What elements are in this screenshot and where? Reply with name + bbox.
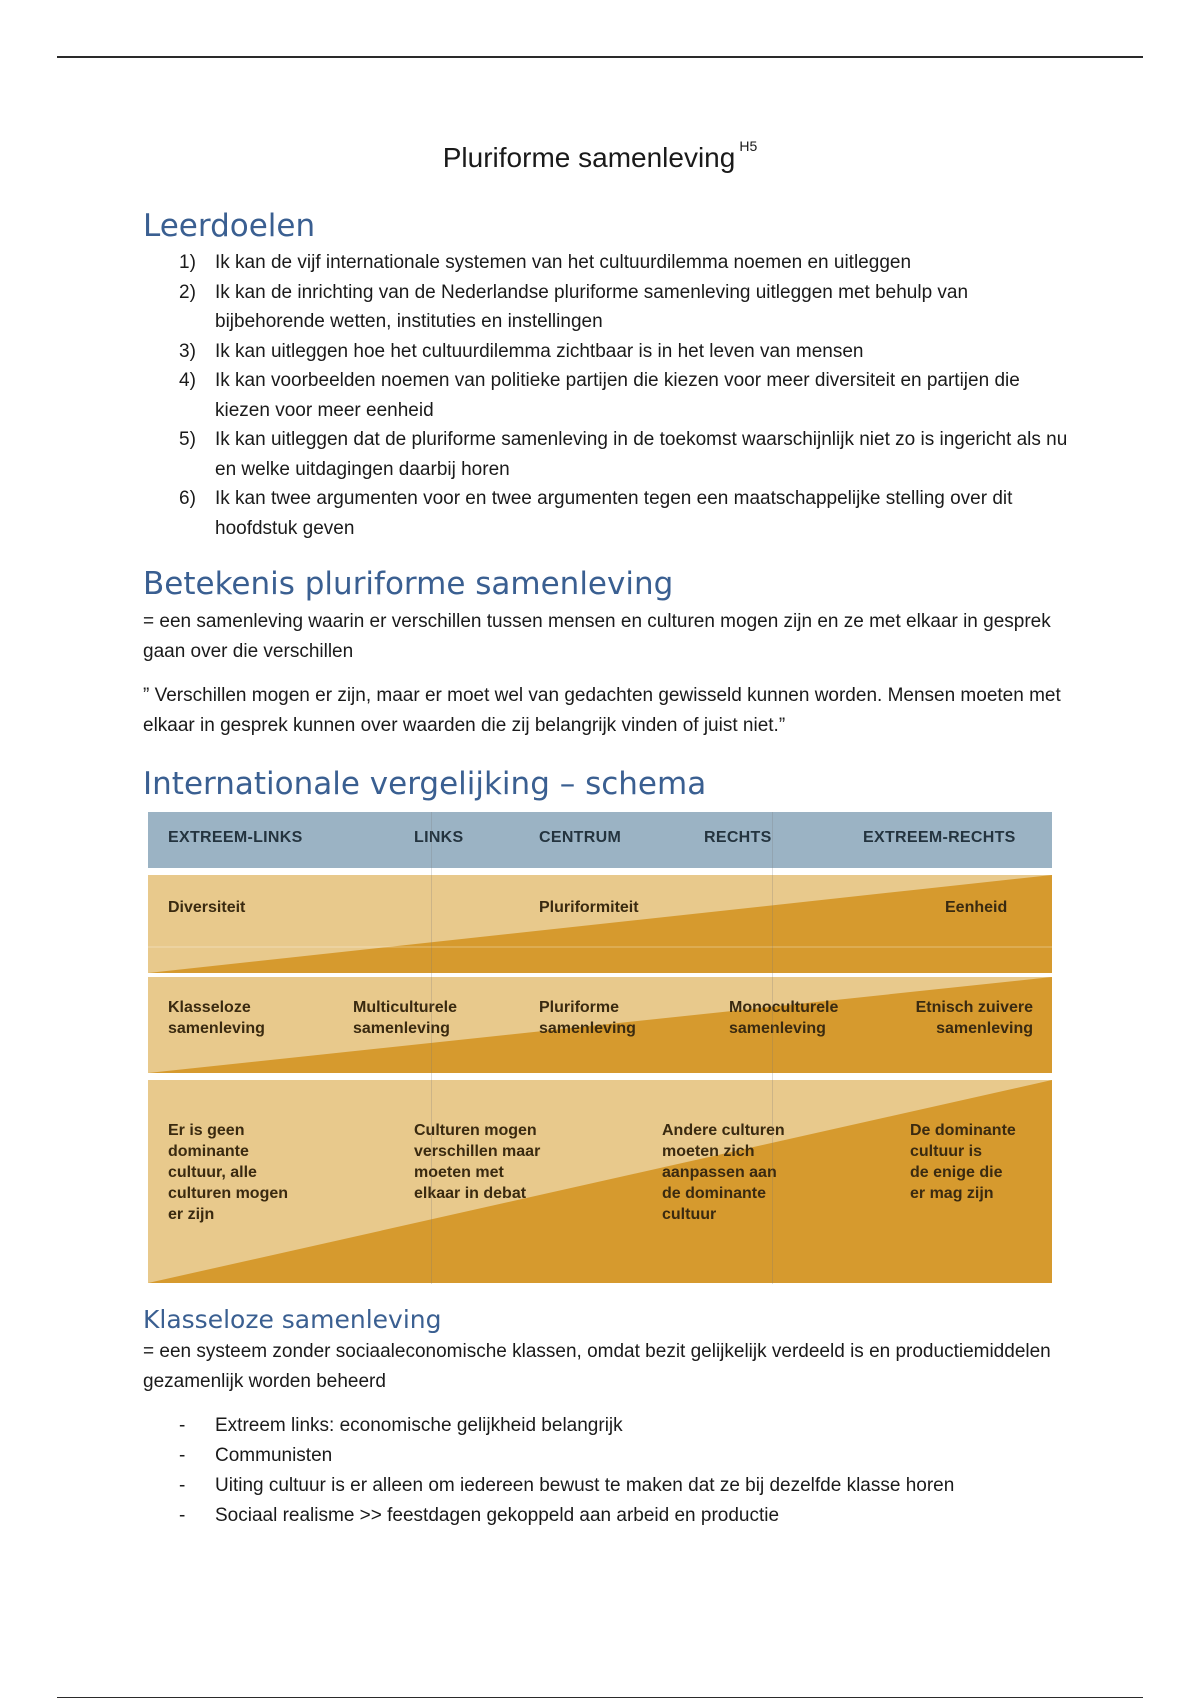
list-item: - Sociaal realisme >> feestdagen gekoppeld aan arbeid en productie [179,1505,780,1526]
grid-line [772,812,773,1284]
heading-klasseloze: Klasseloze samenleving [143,1305,442,1334]
quote: ” Verschillen mogen er zijn, maar er moet wel van gedachten gewisseld kunnen worden. Mensen moeten met elkaar in gesprek kunnen over waarden die zij belangrijk vinden of juist niet.” [143,685,1061,736]
list-item: 2) Ik kan de inrichting van de Nederlandse pluriforme samenleving uitleggen met behulp van bijbehorende wetten, instituties en instellingen [179,281,969,332]
list-item: - Communisten [179,1445,333,1466]
title-superscript: H5 [739,138,758,154]
label-pluriforme: Pluriforme samenleving [539,999,636,1037]
label-diversiteit: Diversiteit [168,899,246,916]
list-item: 3) Ik kan uitleggen hoe het cultuurdilemma zichtbaar is in het leven van mensen [179,340,864,362]
definition-klasseloze: = een systeem zonder sociaaleconomische klassen, omdat bezit gelijkelijk verdeeld is en productiemiddelen gezamenlijk worden beheerd [143,1341,1051,1392]
label-multiculturele: Multiculturele samenleving [353,999,458,1037]
label-klasseloze: Klasseloze samenleving [168,999,265,1037]
header-extreem-rechts: EXTREEM-RECHTS [863,829,1016,846]
definition-pluriform: = een samenleving waarin er verschillen tussen mensen en culturen mogen zijn en ze met elkaar in gesprek gaan over die verschillen [143,611,1051,662]
list-item: 5) Ik kan uitleggen dat de pluriforme samenleving in de toekomst waarschijnlijk niet zo is ingericht als nu en welke uitdagingen daarbij horen [179,429,1068,480]
label-monoculturele: Monoculturele samenleving [729,999,839,1037]
desc-etnisch-zuivere: De dominante cultuur is de enige die er mag zijn [910,1122,1016,1202]
band-samenlevingen [148,977,1052,1073]
heading-vergelijking: Internationale vergelijking – schema [143,766,707,802]
band-diversiteit-eenheid [148,875,1052,973]
header-rechts: RECHTS [704,829,772,846]
list-item: - Extreem links: economische gelijkheid belangrijk [179,1415,623,1436]
list-item: 1) Ik kan de vijf internationale systemen van het cultuurdilemma noemen en uitleggen [179,252,912,273]
band-beschrijvingen [148,1080,1052,1283]
list-item: - Uiting cultuur is er alleen om iedereen bewust te maken dat ze bij dezelfde klasse horen [179,1475,955,1496]
band-1-wedge [148,875,1052,973]
klasseloze-list [143,1411,1073,1531]
header-links: LINKS [414,829,464,846]
schema-header [148,812,1052,868]
desc-monoculturele: Andere culturen moeten zich aanpassen aan de dominante cultuur [662,1122,785,1223]
header-centrum: CENTRUM [539,829,622,846]
list-item: 4) Ik kan voorbeelden noemen van politieke partijen die kiezen voor meer diversiteit en partijen die kiezen voor meer eenheid [179,370,1020,421]
goals-list [143,248,1073,543]
top-rule [57,56,1143,58]
label-pluriformiteit: Pluriformiteit [539,899,639,916]
schema-diagram [148,812,1052,1284]
bottom-rule [57,1697,1143,1698]
desc-multiculturele: Culturen mogen verschillen maar moeten met elkaar in debat [414,1122,541,1202]
page-title: Pluriforme samenleving $^{H5}$ [442,138,758,173]
label-etnisch-zuivere: Etnisch zuivere samenleving [915,999,1033,1037]
heading-leerdoelen: Leerdoelen [143,208,316,244]
heading-betekenis: Betekenis pluriforme samenleving [143,566,674,602]
grid-line [431,812,432,1284]
header-extreem-links: EXTREEM-LINKS [168,829,303,846]
list-item: 6) Ik kan twee argumenten voor en twee argumenten tegen een maatschappelijke stelling over dit hoofdstuk geven [179,488,1013,539]
label-eenheid: Eenheid [945,899,1008,916]
desc-klasseloze: Er is geen dominante cultuur, alle culturen mogen er zijn [168,1122,289,1223]
